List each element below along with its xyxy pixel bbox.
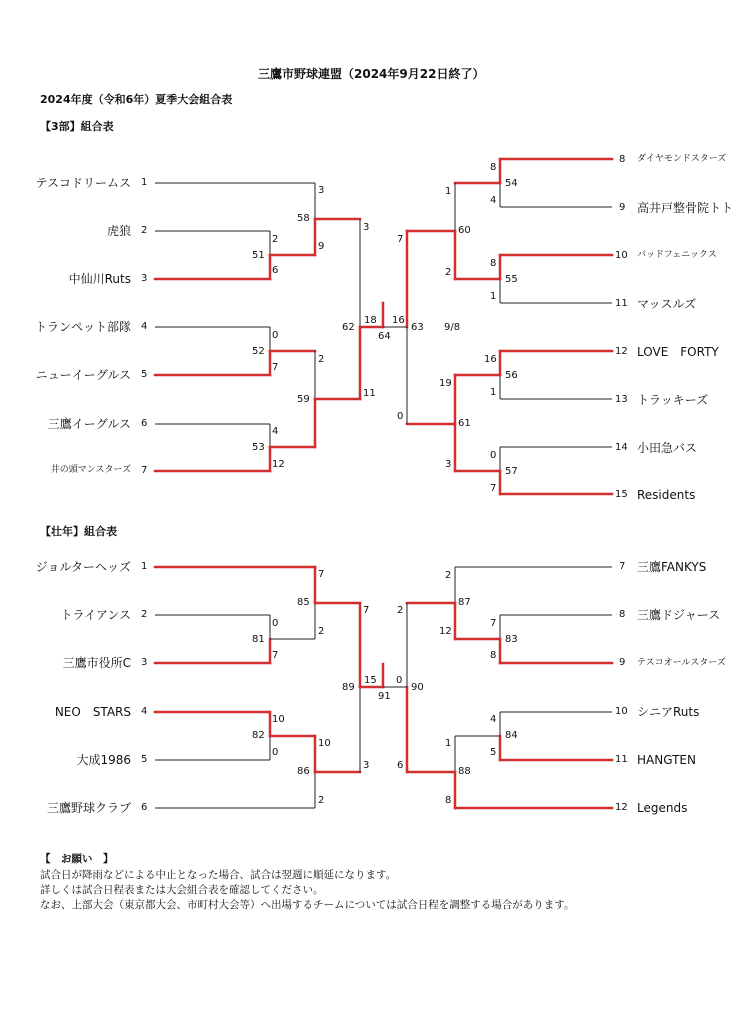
team-name: Legends bbox=[637, 801, 688, 815]
match-number: 52 bbox=[252, 346, 265, 357]
score: 1 bbox=[490, 387, 497, 398]
match-number: 61 bbox=[458, 418, 471, 429]
team-seed: 5 bbox=[141, 369, 148, 380]
score: 2 bbox=[445, 570, 452, 581]
score: 0 bbox=[272, 330, 279, 341]
score: 2 bbox=[397, 605, 404, 616]
score: 4 bbox=[272, 426, 279, 437]
score: 3 bbox=[363, 760, 370, 771]
match-number: 85 bbox=[297, 597, 310, 608]
match-number: 87 bbox=[458, 597, 471, 608]
match-number: 57 bbox=[505, 466, 518, 477]
score: 8 bbox=[490, 258, 497, 269]
score: 19 bbox=[439, 378, 452, 389]
match-number: 55 bbox=[505, 274, 518, 285]
team-seed: 7 bbox=[141, 465, 148, 476]
score: 5 bbox=[490, 747, 497, 758]
match-number: 58 bbox=[297, 213, 310, 224]
team-seed: 7 bbox=[619, 561, 626, 572]
team-name: 三鷹ドジャース bbox=[637, 608, 721, 622]
team-seed: 1 bbox=[141, 177, 148, 188]
date-note: 9/8 bbox=[444, 322, 461, 333]
team-seed: 12 bbox=[615, 802, 628, 813]
score: 3 bbox=[445, 459, 452, 470]
team-name: ニューイーグルス bbox=[35, 368, 131, 382]
page-title: 三鷹市野球連盟（2024年9月22日終了） bbox=[258, 67, 485, 81]
score: 6 bbox=[397, 760, 404, 771]
team-name: 大成1986 bbox=[76, 753, 131, 767]
notes-line: なお、上部大会（東京都大会、市町村大会等）へ出場するチームについては試合日程を調整する場合があります。 bbox=[40, 899, 575, 911]
score: 2 bbox=[318, 626, 325, 637]
team-name: トラッキーズ bbox=[637, 393, 709, 407]
team-name: 虎狼 bbox=[106, 224, 131, 238]
score: 2 bbox=[318, 795, 325, 806]
match-number: 86 bbox=[297, 766, 310, 777]
score: 2 bbox=[272, 234, 279, 245]
team-seed: 2 bbox=[141, 225, 148, 236]
team-seed: 3 bbox=[141, 273, 148, 284]
team-seed: 10 bbox=[615, 706, 628, 717]
score: 12 bbox=[272, 459, 285, 470]
notes-heading: 【 お願い 】 bbox=[40, 853, 114, 865]
team-name: マッスルズ bbox=[637, 297, 697, 311]
team-name: バッドフェニックス bbox=[637, 250, 717, 260]
score: 7 bbox=[272, 650, 279, 661]
team-seed: 4 bbox=[141, 706, 148, 717]
match-number: 63 bbox=[411, 322, 424, 333]
match-number: 90 bbox=[411, 682, 424, 693]
score: 11 bbox=[363, 388, 376, 399]
team-seed: 9 bbox=[619, 657, 626, 668]
score: 7 bbox=[490, 618, 497, 629]
team-seed: 3 bbox=[141, 657, 148, 668]
notes-line: 詳しくは試合日程表または大会組合表を確認してください。 bbox=[40, 884, 324, 896]
team-name: トランペット部隊 bbox=[34, 320, 131, 334]
score: 0 bbox=[490, 450, 497, 461]
score: 8 bbox=[490, 162, 497, 173]
team-name: トライアンス bbox=[60, 608, 131, 622]
score: 1 bbox=[445, 186, 452, 197]
team-name: 小田急バス bbox=[637, 441, 698, 455]
team-name: 高井戸整骨院トト bbox=[637, 201, 734, 215]
score: 0 bbox=[396, 675, 403, 686]
score: 6 bbox=[272, 265, 279, 276]
team-seed: 1 bbox=[141, 561, 148, 572]
score: 10 bbox=[318, 738, 331, 749]
score: 8 bbox=[490, 650, 497, 661]
match-number: 62 bbox=[342, 322, 355, 333]
team-seed: 14 bbox=[615, 442, 628, 453]
team-seed: 8 bbox=[619, 609, 626, 620]
score: 16 bbox=[484, 354, 497, 365]
team-seed: 8 bbox=[619, 154, 626, 165]
score: 7 bbox=[363, 605, 370, 616]
match-number: 54 bbox=[505, 178, 518, 189]
match-number: 56 bbox=[505, 370, 518, 381]
team-seed: 2 bbox=[141, 609, 148, 620]
team-seed: 10 bbox=[615, 250, 628, 261]
score: 4 bbox=[490, 195, 497, 206]
score: 0 bbox=[272, 618, 279, 629]
match-number: 53 bbox=[252, 442, 265, 453]
score: 2 bbox=[445, 267, 452, 278]
team-name: NEO STARS bbox=[54, 705, 131, 719]
team-seed: 11 bbox=[615, 298, 628, 309]
score: 12 bbox=[439, 626, 452, 637]
page-subtitle: 2024年度（令和6年）夏季大会組合表 bbox=[40, 93, 233, 106]
team-name: テスコオールスターズ bbox=[637, 658, 726, 668]
score: 1 bbox=[490, 291, 497, 302]
score: 7 bbox=[318, 569, 325, 580]
score: 2 bbox=[318, 354, 325, 365]
team-name: HANGTEN bbox=[637, 753, 696, 767]
score: 9 bbox=[318, 241, 325, 252]
match-number: 88 bbox=[458, 766, 471, 777]
team-name: Residents bbox=[637, 488, 696, 502]
score: 7 bbox=[490, 483, 497, 494]
score: 7 bbox=[272, 362, 279, 373]
team-seed: 11 bbox=[615, 754, 628, 765]
score: 10 bbox=[272, 714, 285, 725]
match-number: 81 bbox=[252, 634, 265, 645]
team-seed: 13 bbox=[615, 394, 628, 405]
team-seed: 9 bbox=[619, 202, 626, 213]
score: 1 bbox=[445, 738, 452, 749]
team-name: 三鷹市役所C bbox=[62, 656, 131, 670]
team-name: 井の頭マンスターズ bbox=[50, 465, 131, 475]
team-seed: 4 bbox=[141, 321, 148, 332]
team-seed: 6 bbox=[141, 802, 148, 813]
team-name: ジョルターヘッズ bbox=[35, 560, 131, 574]
match-number: 60 bbox=[458, 225, 471, 236]
team-seed: 12 bbox=[615, 346, 628, 357]
match-number: 51 bbox=[252, 250, 265, 261]
notes-line: 試合日が降雨などによる中止となった場合、試合は翌週に順延になります。 bbox=[40, 869, 397, 881]
score: 18 bbox=[364, 315, 377, 326]
match-number: 83 bbox=[505, 634, 518, 645]
score: 16 bbox=[392, 315, 405, 326]
match-number: 82 bbox=[252, 730, 265, 741]
score: 0 bbox=[397, 411, 404, 422]
score: 3 bbox=[318, 185, 325, 196]
team-name: 三鷹野球クラブ bbox=[46, 801, 131, 815]
div3-label: 【3部】組合表 bbox=[40, 120, 114, 133]
score: 8 bbox=[445, 795, 452, 806]
score: 3 bbox=[363, 222, 370, 233]
match-number: 91 bbox=[378, 691, 391, 702]
team-name: ダイヤモンドスターズ bbox=[637, 154, 727, 164]
match-number: 84 bbox=[505, 730, 518, 741]
team-seed: 6 bbox=[141, 418, 148, 429]
match-number: 59 bbox=[297, 394, 310, 405]
match-number: 64 bbox=[378, 331, 391, 342]
score: 4 bbox=[490, 714, 497, 725]
score: 15 bbox=[364, 675, 377, 686]
score: 7 bbox=[397, 234, 404, 245]
score: 0 bbox=[272, 747, 279, 758]
team-name: 三鷹イーグルス bbox=[47, 417, 131, 431]
match-number: 89 bbox=[342, 682, 355, 693]
senior-label: 【壮年】組合表 bbox=[40, 525, 117, 538]
team-name: 三鷹FANKYS bbox=[637, 560, 707, 574]
team-name: 中仙川Ruts bbox=[68, 272, 131, 286]
team-seed: 15 bbox=[615, 489, 628, 500]
team-seed: 5 bbox=[141, 754, 148, 765]
team-name: テスコドリームス bbox=[35, 176, 131, 190]
team-name: シニアRuts bbox=[637, 705, 700, 719]
team-name: LOVE FORTY bbox=[637, 345, 719, 359]
